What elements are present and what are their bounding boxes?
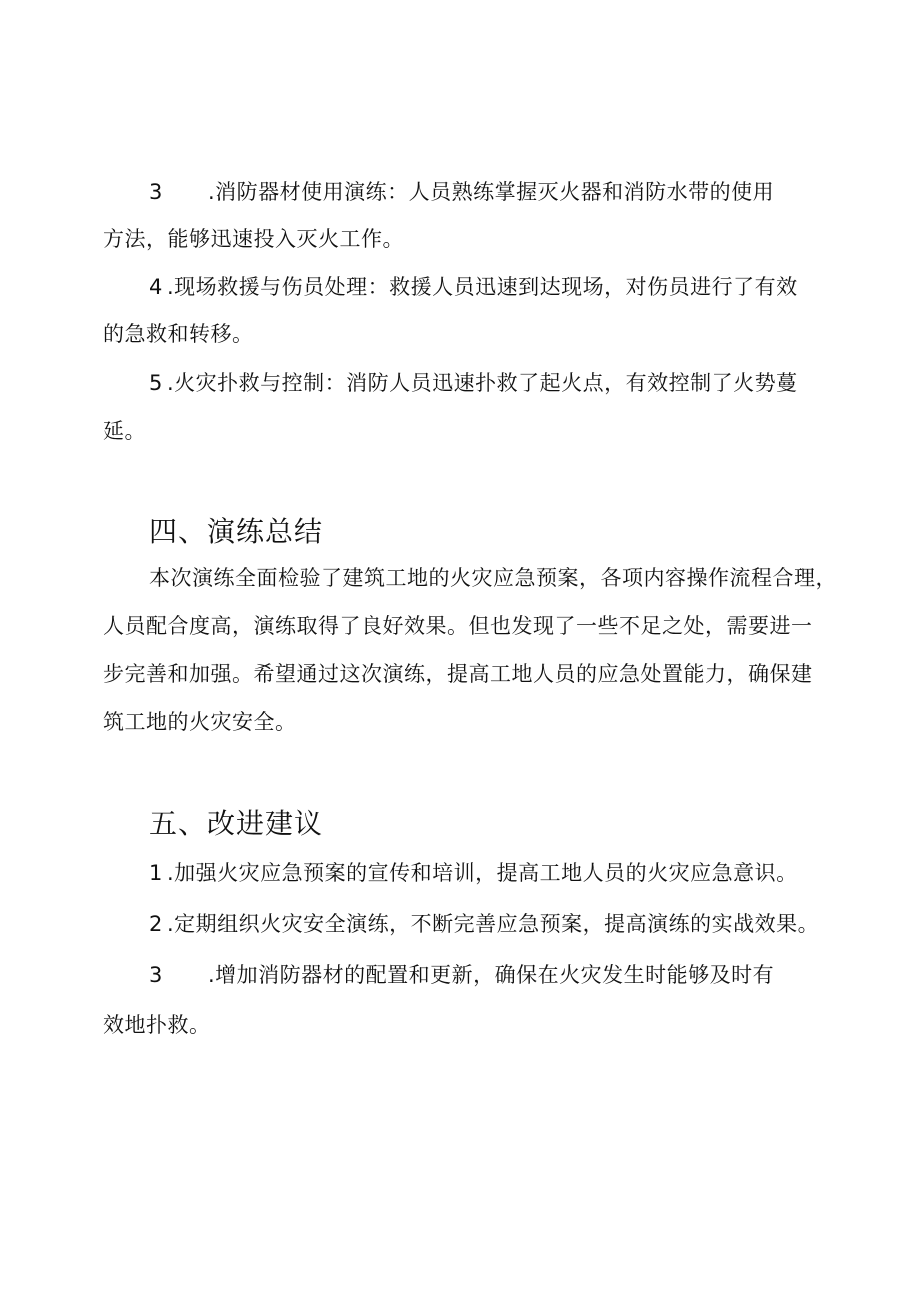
list-item-text: .火灾扑救与控制：消防人员迅速扑救了起火点，有效控制了火势蔓 — [167, 371, 798, 395]
section-heading-suggestions: 五、改进建议 — [149, 807, 324, 840]
list-item-4-line2: 的急救和转移。 — [103, 322, 254, 346]
list-item-number: 5 — [149, 371, 163, 395]
list-item-5-line1 — [149, 369, 798, 397]
list-item-number: 1 — [149, 861, 163, 885]
list-item-text: .现场救援与伤员处理：救援人员迅速到达现场，对伤员进行了有效 — [167, 275, 798, 299]
list-item-5-line2: 延。 — [103, 419, 146, 443]
paragraph-line: 步完善和加强。希望通过这次演练，提高工地人员的应急处置能力，确保建 — [103, 662, 813, 686]
suggestion-item-2 — [149, 910, 819, 938]
list-item-3-line2: 方法，能够迅速投入灭火工作。 — [103, 227, 404, 251]
section-heading-summary: 四、演练总结 — [149, 515, 324, 548]
suggestion-item-3-line2: 效地扑救。 — [103, 1013, 211, 1037]
list-item-4-line1 — [149, 273, 798, 301]
paragraph-line: 人员配合度高，演练取得了良好效果。但也发现了一些不足之处，需要进一 — [103, 614, 813, 638]
paragraph-line: 本次演练全面检验了建筑工地的火灾应急预案，各项内容操作流程合理， — [149, 566, 837, 590]
list-item-text: .增加消防器材的配置和更新，确保在火灾发生时能够及时有 — [208, 963, 775, 987]
suggestion-item-1 — [149, 859, 798, 887]
list-item-number: 4 — [149, 275, 163, 299]
list-item-number: 2 — [149, 912, 163, 936]
list-item-text: .消防器材使用演练：人员熟练掌握灭火器和消防水带的使用 — [208, 180, 775, 204]
list-item-number: 3 — [149, 963, 163, 987]
suggestion-item-3-line1 — [149, 961, 774, 989]
list-item-number: 3 — [149, 180, 163, 204]
list-item-text: .定期组织火灾安全演练，不断完善应急预案，提高演练的实战效果。 — [167, 912, 820, 936]
list-item-3-line1 — [149, 178, 774, 206]
paragraph-line: 筑工地的火灾安全。 — [103, 710, 297, 734]
list-item-text: .加强火灾应急预案的宣传和培训，提高工地人员的火灾应急意识。 — [167, 861, 798, 885]
